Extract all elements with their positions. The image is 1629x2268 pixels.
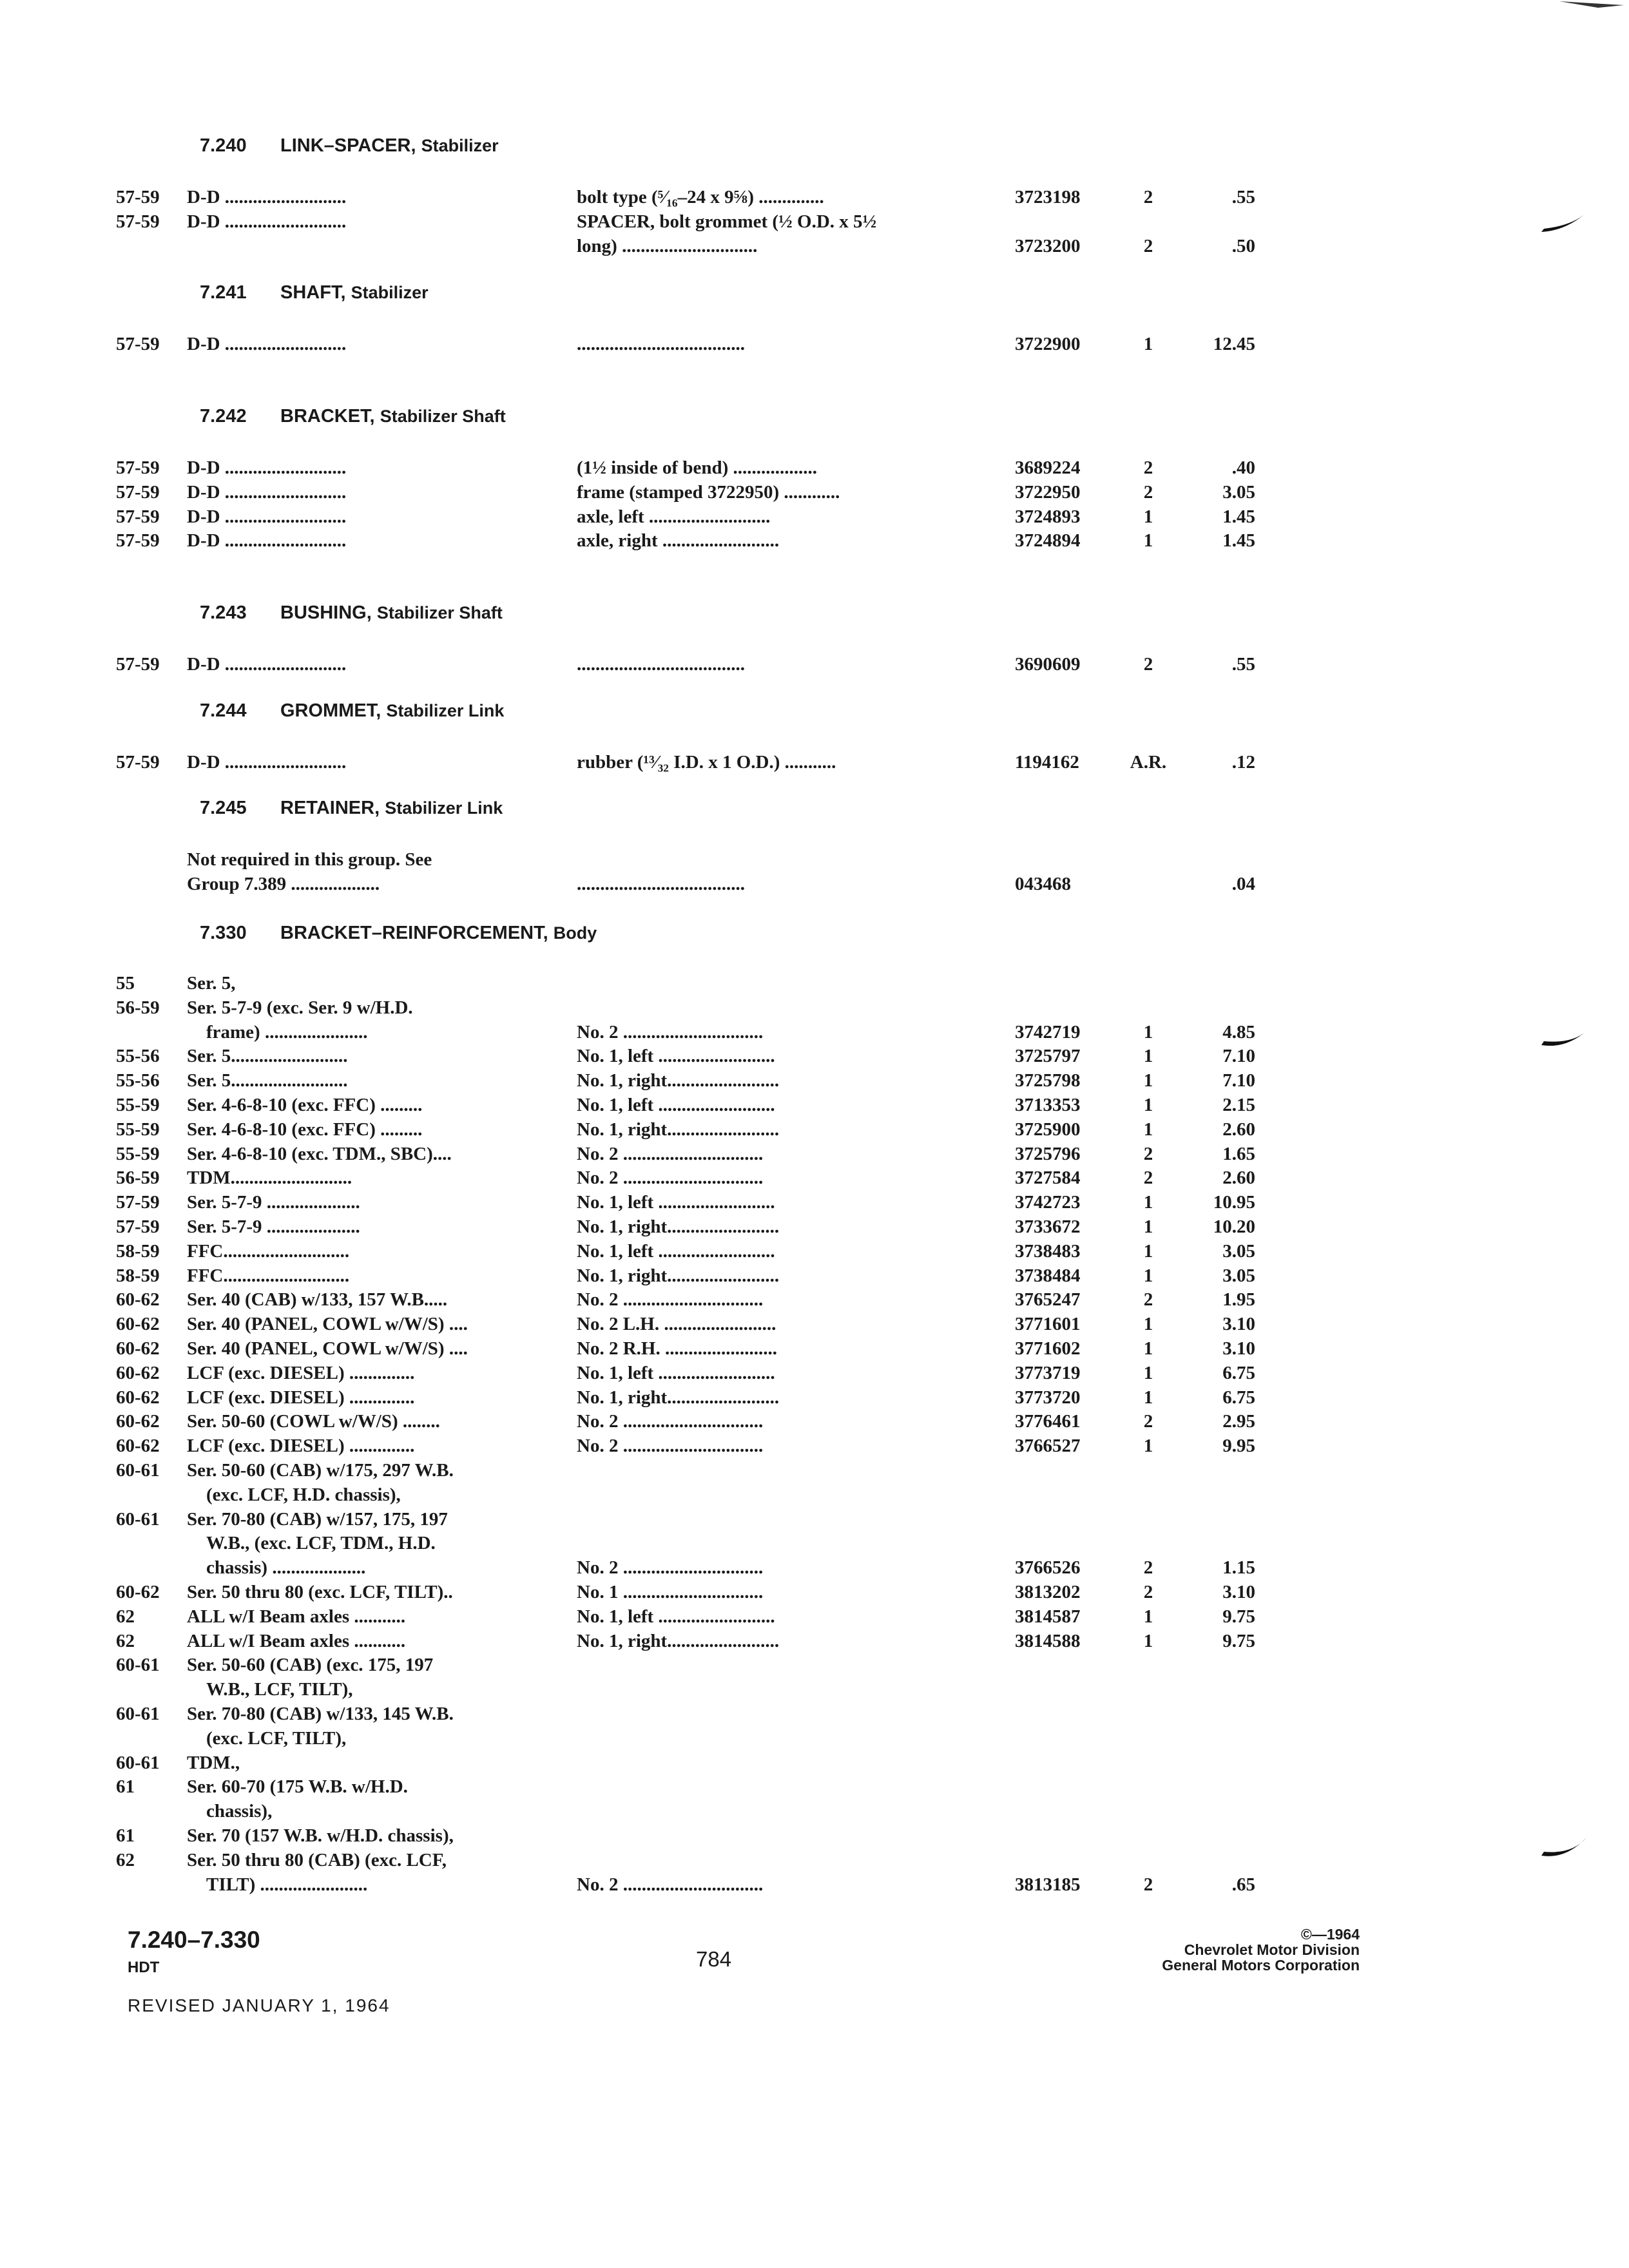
model-years: 62 xyxy=(116,1630,135,1651)
model-years: 57-59 xyxy=(116,481,160,503)
quantity: 2 xyxy=(1143,1411,1153,1432)
price: 6.75 xyxy=(1222,1387,1255,1408)
model-years: 60-62 xyxy=(116,1289,160,1311)
application: D-D .......................... xyxy=(187,530,347,552)
section-subtitle: Body xyxy=(553,923,597,943)
description: No. 1, right........................ xyxy=(577,1070,780,1091)
price: 9.75 xyxy=(1222,1606,1255,1627)
scan-artifact xyxy=(1559,0,1629,13)
application: Ser. 70 (157 W.B. w/H.D. chassis), xyxy=(187,1825,454,1846)
application: TILT) ....................... xyxy=(206,1874,368,1895)
quantity: 2 xyxy=(1143,1874,1153,1895)
description: No. 1, left ......................... xyxy=(577,1192,775,1213)
description: No. 2 .............................. xyxy=(577,1436,764,1457)
part-number: 3738484 xyxy=(1015,1265,1081,1286)
application: D-D .......................... xyxy=(187,334,347,354)
part-number: 3727584 xyxy=(1015,1168,1081,1189)
application: (exc. LCF, H.D. chassis), xyxy=(206,1484,401,1505)
application: Ser. 40 (PANEL, COWL w/W/S) .... xyxy=(187,1314,468,1335)
part-number: 3725797 xyxy=(1015,1046,1081,1067)
part-number: 1194162 xyxy=(1015,752,1079,773)
description: No. 1 .............................. xyxy=(577,1582,764,1602)
quantity: 2 xyxy=(1143,457,1153,478)
description: long) ............................. xyxy=(577,235,758,256)
price: .50 xyxy=(1231,235,1255,256)
part-number: 3723198 xyxy=(1015,187,1081,207)
application: D-D .......................... xyxy=(187,752,347,773)
description: No. 1, left ......................... xyxy=(577,1240,775,1262)
part-number: 3723200 xyxy=(1015,235,1081,256)
model-years: 56-59 xyxy=(116,1168,160,1189)
quantity: 2 xyxy=(1143,1168,1153,1189)
price: 1.45 xyxy=(1222,530,1255,552)
model-years: 60-62 xyxy=(116,1362,160,1383)
quantity: 1 xyxy=(1143,1046,1153,1067)
application: D-D .......................... xyxy=(187,211,347,232)
quantity: 1 xyxy=(1143,530,1153,552)
description: No. 1, right........................ xyxy=(577,1630,780,1651)
application: Ser. 70-80 (CAB) w/133, 145 W.B. xyxy=(187,1704,454,1724)
description: No. 1, right........................ xyxy=(577,1387,780,1408)
publisher-block xyxy=(1083,1927,1360,1973)
application: Ser. 5-7-9 (exc. Ser. 9 w/H.D. xyxy=(187,997,413,1018)
part-number: 3776461 xyxy=(1015,1411,1081,1432)
price: 1.95 xyxy=(1222,1289,1255,1311)
application: Ser. 40 (PANEL, COWL w/W/S) .... xyxy=(187,1338,468,1359)
corporation: General Motors Corporation xyxy=(1162,1957,1360,1974)
application: Ser. 50 thru 80 (exc. LCF, TILT).. xyxy=(187,1582,453,1602)
section-subtitle: Stabilizer xyxy=(421,136,499,155)
section-subtitle: Stabilizer Shaft xyxy=(376,603,503,622)
section-subtitle: Stabilizer Link xyxy=(386,701,505,720)
description: No. 1, left ......................... xyxy=(577,1362,775,1383)
model-years: 60-61 xyxy=(116,1655,160,1676)
application: W.B., LCF, TILT), xyxy=(206,1679,353,1700)
application: chassis) .................... xyxy=(206,1557,366,1579)
part-number: 3725796 xyxy=(1015,1143,1081,1164)
price: 3.10 xyxy=(1222,1338,1255,1359)
price: .55 xyxy=(1231,187,1255,207)
quantity: 1 xyxy=(1143,1387,1153,1408)
application: D-D .......................... xyxy=(187,506,347,527)
part-number: 3814587 xyxy=(1015,1606,1081,1627)
application: Ser. 5......................... xyxy=(187,1070,348,1091)
section-heading xyxy=(200,700,504,722)
price: .04 xyxy=(1231,873,1255,894)
application: Ser. 5-7-9 .................... xyxy=(187,1192,360,1213)
quantity: 1 xyxy=(1143,1362,1153,1383)
model-years: 60-61 xyxy=(116,1460,160,1481)
price: 10.95 xyxy=(1213,1192,1255,1213)
part-number: 3713353 xyxy=(1015,1095,1081,1115)
model-years: 57-59 xyxy=(116,1216,160,1237)
model-years: 57-59 xyxy=(116,187,160,207)
price: 1.15 xyxy=(1222,1557,1255,1579)
price: 10.20 xyxy=(1213,1216,1255,1237)
quantity: 1 xyxy=(1143,1630,1153,1651)
part-number: 3742723 xyxy=(1015,1192,1081,1213)
part-number: 3689224 xyxy=(1015,457,1081,478)
description: No. 2 .............................. xyxy=(577,1411,764,1432)
model-years: 58-59 xyxy=(116,1240,160,1262)
price: .65 xyxy=(1231,1874,1255,1895)
description: axle, right ......................... xyxy=(577,530,780,552)
application: TDM.......................... xyxy=(187,1168,352,1189)
description: rubber (¹³⁄₃₂ I.D. x 1 O.D.) ........... xyxy=(577,752,836,773)
description: bolt type (⁵⁄₁₆–24 x 9⅝) .............. xyxy=(577,187,824,207)
model-years: 57-59 xyxy=(116,654,160,675)
quantity: 2 xyxy=(1143,654,1153,675)
price: 3.05 xyxy=(1222,481,1255,503)
section-heading xyxy=(200,798,503,819)
section-heading xyxy=(200,923,597,944)
quantity: 1 xyxy=(1143,1070,1153,1091)
part-number: 3690609 xyxy=(1015,654,1081,675)
section-heading xyxy=(200,282,429,303)
part-number: 3766526 xyxy=(1015,1557,1081,1579)
application: Ser. 60-70 (175 W.B. w/H.D. xyxy=(187,1776,408,1798)
section-title: RETAINER, xyxy=(280,798,380,818)
application: Group 7.389 ................... xyxy=(187,873,380,894)
price: 1.45 xyxy=(1222,506,1255,527)
model-years: 60-62 xyxy=(116,1338,160,1359)
application: Not required in this group. See xyxy=(187,849,432,870)
part-number: 3733672 xyxy=(1015,1216,1081,1237)
quantity: 1 xyxy=(1143,506,1153,527)
application: D-D .......................... xyxy=(187,481,347,503)
price: .55 xyxy=(1231,654,1255,675)
section-number: 7.240 xyxy=(200,135,247,156)
description: No. 1, right........................ xyxy=(577,1119,780,1140)
binder-mark xyxy=(1540,1830,1592,1875)
quantity: 2 xyxy=(1143,1582,1153,1602)
description: frame (stamped 3722950) ............ xyxy=(577,481,840,503)
section-heading xyxy=(200,406,506,427)
quantity: 1 xyxy=(1143,1095,1153,1115)
application: TDM., xyxy=(187,1752,240,1773)
description: .................................... xyxy=(577,873,745,894)
application: ALL w/I Beam axles ........... xyxy=(187,1630,406,1651)
model-years: 57-59 xyxy=(116,211,160,232)
section-title: BUSHING, xyxy=(280,602,372,623)
binder-mark xyxy=(1540,1018,1592,1063)
quantity: 1 xyxy=(1143,1606,1153,1627)
application: LCF (exc. DIESEL) .............. xyxy=(187,1387,415,1408)
description: No. 2 .............................. xyxy=(577,1557,764,1579)
price: 2.95 xyxy=(1222,1411,1255,1432)
price: 3.05 xyxy=(1222,1240,1255,1262)
price: 9.95 xyxy=(1222,1436,1255,1457)
description: No. 2 .............................. xyxy=(577,1021,764,1043)
price: 4.85 xyxy=(1222,1021,1255,1043)
model-years: 60-62 xyxy=(116,1436,160,1457)
application: D-D .......................... xyxy=(187,654,347,675)
description: No. 2 R.H. ........................ xyxy=(577,1338,777,1359)
model-years: 60-62 xyxy=(116,1314,160,1335)
model-years: 55 xyxy=(116,973,135,994)
model-years: 60-61 xyxy=(116,1752,160,1773)
section-range: 7.240–7.330 xyxy=(128,1927,260,1953)
quantity: 1 xyxy=(1143,1021,1153,1043)
model-years: 60-62 xyxy=(116,1582,160,1602)
description: No. 1, left ......................... xyxy=(577,1095,775,1115)
description: No. 2 .............................. xyxy=(577,1874,764,1895)
application: Ser. 50-60 (CAB) (exc. 175, 197 xyxy=(187,1655,434,1676)
part-number: 3722950 xyxy=(1015,481,1081,503)
part-number: 3738483 xyxy=(1015,1240,1081,1262)
quantity: 2 xyxy=(1143,481,1153,503)
price: 6.75 xyxy=(1222,1362,1255,1383)
application: ALL w/I Beam axles ........... xyxy=(187,1606,406,1627)
price: 2.60 xyxy=(1222,1168,1255,1189)
price: 3.05 xyxy=(1222,1265,1255,1286)
description: No. 2 .............................. xyxy=(577,1289,764,1311)
part-number: 3813185 xyxy=(1015,1874,1081,1895)
model-years: 62 xyxy=(116,1849,135,1870)
model-years: 57-59 xyxy=(116,1192,160,1213)
description: No. 1, right........................ xyxy=(577,1265,780,1286)
application: D-D .......................... xyxy=(187,457,347,478)
application: W.B., (exc. LCF, TDM., H.D. xyxy=(206,1533,436,1554)
application: Ser. 70-80 (CAB) w/157, 175, 197 xyxy=(187,1508,448,1530)
quantity: 2 xyxy=(1143,1143,1153,1164)
application: LCF (exc. DIESEL) .............. xyxy=(187,1436,415,1457)
part-number: 3813202 xyxy=(1015,1582,1081,1602)
part-number: 3773720 xyxy=(1015,1387,1081,1408)
application: chassis), xyxy=(206,1801,273,1822)
section-heading xyxy=(200,602,503,624)
part-number: 3765247 xyxy=(1015,1289,1081,1311)
quantity: 1 xyxy=(1143,334,1153,354)
quantity: 1 xyxy=(1143,1192,1153,1213)
section-number: 7.244 xyxy=(200,700,247,721)
description: No. 2 L.H. ........................ xyxy=(577,1314,776,1335)
section-number: 7.243 xyxy=(200,602,247,623)
description: No. 2 .............................. xyxy=(577,1143,764,1164)
section-heading xyxy=(200,135,499,157)
quantity: 1 xyxy=(1143,1314,1153,1335)
section-number: 7.242 xyxy=(200,406,247,427)
description: No. 1, right........................ xyxy=(577,1216,780,1237)
model-years: 61 xyxy=(116,1825,135,1846)
description: No. 2 .............................. xyxy=(577,1168,764,1189)
part-number: 3771602 xyxy=(1015,1338,1081,1359)
revision-date: REVISED JANUARY 1, 1964 xyxy=(128,1995,390,2015)
price: 9.75 xyxy=(1222,1630,1255,1651)
application: Ser. 50 thru 80 (CAB) (exc. LCF, xyxy=(187,1849,447,1870)
quantity: 2 xyxy=(1143,1557,1153,1579)
quantity: 1 xyxy=(1143,1216,1153,1237)
model-years: 61 xyxy=(116,1776,135,1798)
description: axle, left .......................... xyxy=(577,506,771,527)
application: Ser. 4-6-8-10 (exc. FFC) ......... xyxy=(187,1095,423,1115)
part-number: 3773719 xyxy=(1015,1362,1081,1383)
copyright: ©—1964 xyxy=(1300,1926,1360,1943)
description: No. 1, left ......................... xyxy=(577,1046,775,1067)
price: 3.10 xyxy=(1222,1314,1255,1335)
quantity: 2 xyxy=(1143,187,1153,207)
description: SPACER, bolt grommet (½ O.D. x 5½ xyxy=(577,211,877,232)
application: Ser. 4-6-8-10 (exc. TDM., SBC).... xyxy=(187,1143,452,1164)
model-years: 55-56 xyxy=(116,1070,160,1091)
application: (exc. LCF, TILT), xyxy=(206,1727,347,1749)
model-years: 57-59 xyxy=(116,457,160,478)
part-number: 3814588 xyxy=(1015,1630,1081,1651)
part-number: 3725798 xyxy=(1015,1070,1081,1091)
part-number: 043468 xyxy=(1015,873,1071,894)
section-subtitle: Stabilizer Shaft xyxy=(380,407,506,426)
application: Ser. 5......................... xyxy=(187,1046,348,1067)
model-years: 56-59 xyxy=(116,997,160,1018)
part-number: 3724894 xyxy=(1015,530,1081,552)
part-number: 3724893 xyxy=(1015,506,1081,527)
application: D-D .......................... xyxy=(187,187,347,207)
application: Ser. 5, xyxy=(187,973,236,994)
section-title: SHAFT, xyxy=(280,282,346,303)
section-title: LINK–SPACER, xyxy=(280,135,416,156)
description: .................................... xyxy=(577,334,745,354)
model-years: 60-62 xyxy=(116,1411,160,1432)
part-number: 3766527 xyxy=(1015,1436,1081,1457)
quantity: 1 xyxy=(1143,1240,1153,1262)
application: frame) ...................... xyxy=(206,1021,368,1043)
binder-mark xyxy=(1540,193,1592,238)
catalog-code: HDT xyxy=(128,1959,160,1976)
model-years: 58-59 xyxy=(116,1265,160,1286)
quantity: 2 xyxy=(1143,235,1153,256)
application: Ser. 40 (CAB) w/133, 157 W.B..... xyxy=(187,1289,448,1311)
price: 1.65 xyxy=(1222,1143,1255,1164)
price: 2.15 xyxy=(1222,1095,1255,1115)
application: LCF (exc. DIESEL) .............. xyxy=(187,1362,415,1383)
quantity: A.R. xyxy=(1130,752,1167,773)
price: 7.10 xyxy=(1222,1070,1255,1091)
application: FFC........................... xyxy=(187,1265,350,1286)
description: (1½ inside of bend) .................. xyxy=(577,457,818,478)
section-subtitle: Stabilizer Link xyxy=(385,798,503,818)
section-title: BRACKET–REINFORCEMENT, xyxy=(280,923,548,943)
section-number: 7.330 xyxy=(200,923,247,943)
price: .40 xyxy=(1231,457,1255,478)
model-years: 55-59 xyxy=(116,1119,160,1140)
application: Ser. 4-6-8-10 (exc. FFC) ......... xyxy=(187,1119,423,1140)
model-years: 55-59 xyxy=(116,1095,160,1115)
quantity: 2 xyxy=(1143,1289,1153,1311)
quantity: 1 xyxy=(1143,1436,1153,1457)
quantity: 1 xyxy=(1143,1119,1153,1140)
model-years: 57-59 xyxy=(116,752,160,773)
model-years: 57-59 xyxy=(116,334,160,354)
model-years: 62 xyxy=(116,1606,135,1627)
section-title: GROMMET, xyxy=(280,700,381,721)
model-years: 60-62 xyxy=(116,1387,160,1408)
part-number: 3771601 xyxy=(1015,1314,1081,1335)
price: 2.60 xyxy=(1222,1119,1255,1140)
model-years: 60-61 xyxy=(116,1508,160,1530)
application: FFC........................... xyxy=(187,1240,350,1262)
model-years: 60-61 xyxy=(116,1704,160,1724)
part-number: 3722900 xyxy=(1015,334,1081,354)
price: .12 xyxy=(1231,752,1255,773)
price: 12.45 xyxy=(1213,334,1255,354)
application: Ser. 50-60 (COWL w/W/S) ........ xyxy=(187,1411,440,1432)
model-years: 57-59 xyxy=(116,530,160,552)
description: No. 1, left ......................... xyxy=(577,1606,775,1627)
model-years: 55-56 xyxy=(116,1046,160,1067)
quantity: 1 xyxy=(1143,1338,1153,1359)
section-number: 7.241 xyxy=(200,282,247,303)
section-subtitle: Stabilizer xyxy=(351,283,429,302)
section-title: BRACKET, xyxy=(280,406,375,427)
part-number: 3742719 xyxy=(1015,1021,1081,1043)
page-number: 784 xyxy=(696,1947,732,1971)
application: Ser. 5-7-9 .................... xyxy=(187,1216,360,1237)
division: Chevrolet Motor Division xyxy=(1184,1941,1360,1958)
application: Ser. 50-60 (CAB) w/175, 297 W.B. xyxy=(187,1460,454,1481)
price: 3.10 xyxy=(1222,1582,1255,1602)
price: 7.10 xyxy=(1222,1046,1255,1067)
model-years: 57-59 xyxy=(116,506,160,527)
model-years: 55-59 xyxy=(116,1143,160,1164)
description: .................................... xyxy=(577,654,745,675)
part-number: 3725900 xyxy=(1015,1119,1081,1140)
section-number: 7.245 xyxy=(200,798,247,818)
quantity: 1 xyxy=(1143,1265,1153,1286)
